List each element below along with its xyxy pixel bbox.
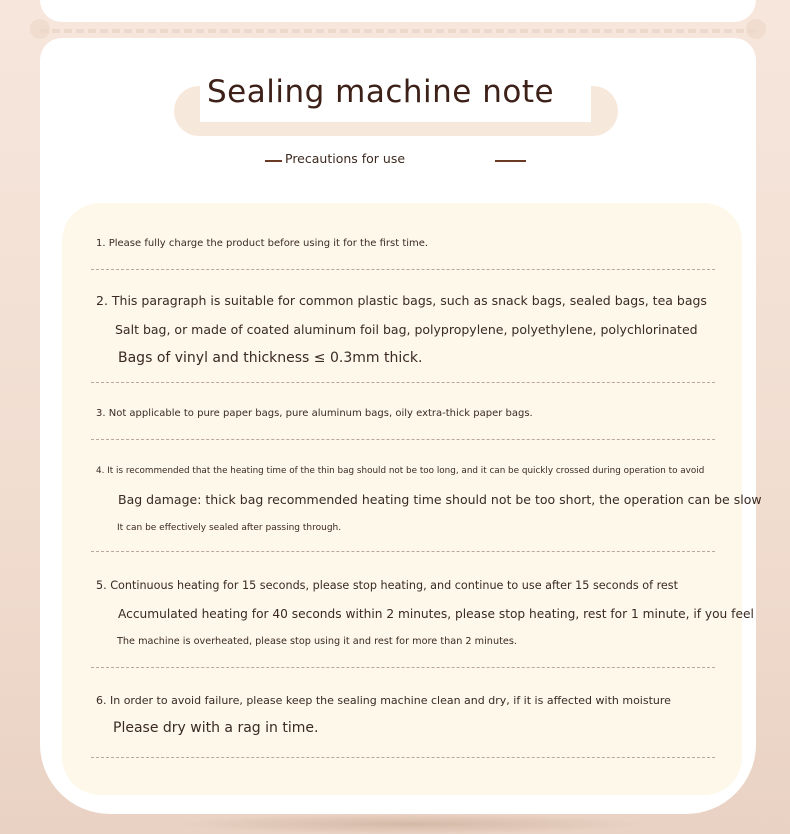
note-5-line-2: Accumulated heating for 40 seconds within 2 minutes, please stop heating, rest for 1 minute, if you feel <box>118 607 754 621</box>
note-2-line-3: Bags of vinyl and thickness ≤ 0.3mm thick. <box>118 350 423 366</box>
note-separator <box>91 269 715 270</box>
note-1-line-1: 1. Please fully charge the product before using it for the first time. <box>96 238 429 249</box>
note-6-line-1: 6. In order to avoid failure, please keep the sealing machine clean and dry, if it is affected with moisture <box>96 694 671 707</box>
note-separator <box>91 551 715 552</box>
subtitle-rule-right <box>495 160 526 162</box>
note-4-line-3: It can be effectively sealed after passing through. <box>117 523 342 533</box>
perforation-divider <box>40 29 756 33</box>
card-top-strip <box>40 0 756 22</box>
note-separator <box>91 757 715 758</box>
note-separator <box>91 382 715 383</box>
note-4-line-2: Bag damage: thick bag recommended heating time should not be too short, the operation can be slow <box>118 492 762 507</box>
page-subtitle: Precautions for use <box>285 151 406 166</box>
page-title: Sealing machine note <box>207 74 555 110</box>
note-3-line-1: 3. Not applicable to pure paper bags, pure aluminum bags, oily extra-thick paper bags. <box>96 408 533 419</box>
note-4-line-1: 4. It is recommended that the heating time of the thin bag should not be too long, and it can be quickly crossed during operation to avoid <box>96 466 705 476</box>
subtitle-rule-left <box>265 160 282 162</box>
note-6-line-2: Please dry with a rag in time. <box>113 720 319 736</box>
note-2-line-1: 2. This paragraph is suitable for common plastic bags, such as snack bags, sealed bags, tea bags <box>96 293 707 308</box>
note-5-line-3: The machine is overheated, please stop using it and rest for more than 2 minutes. <box>117 636 517 647</box>
note-separator <box>91 667 715 668</box>
note-separator <box>91 439 715 440</box>
bottom-shadow <box>170 814 650 834</box>
note-5-line-1: 5. Continuous heating for 15 seconds, please stop heating, and continue to use after 15 seconds of rest <box>96 579 679 592</box>
note-2-line-2: Salt bag, or made of coated aluminum foil bag, polypropylene, polyethylene, polychlorinated <box>115 322 698 337</box>
